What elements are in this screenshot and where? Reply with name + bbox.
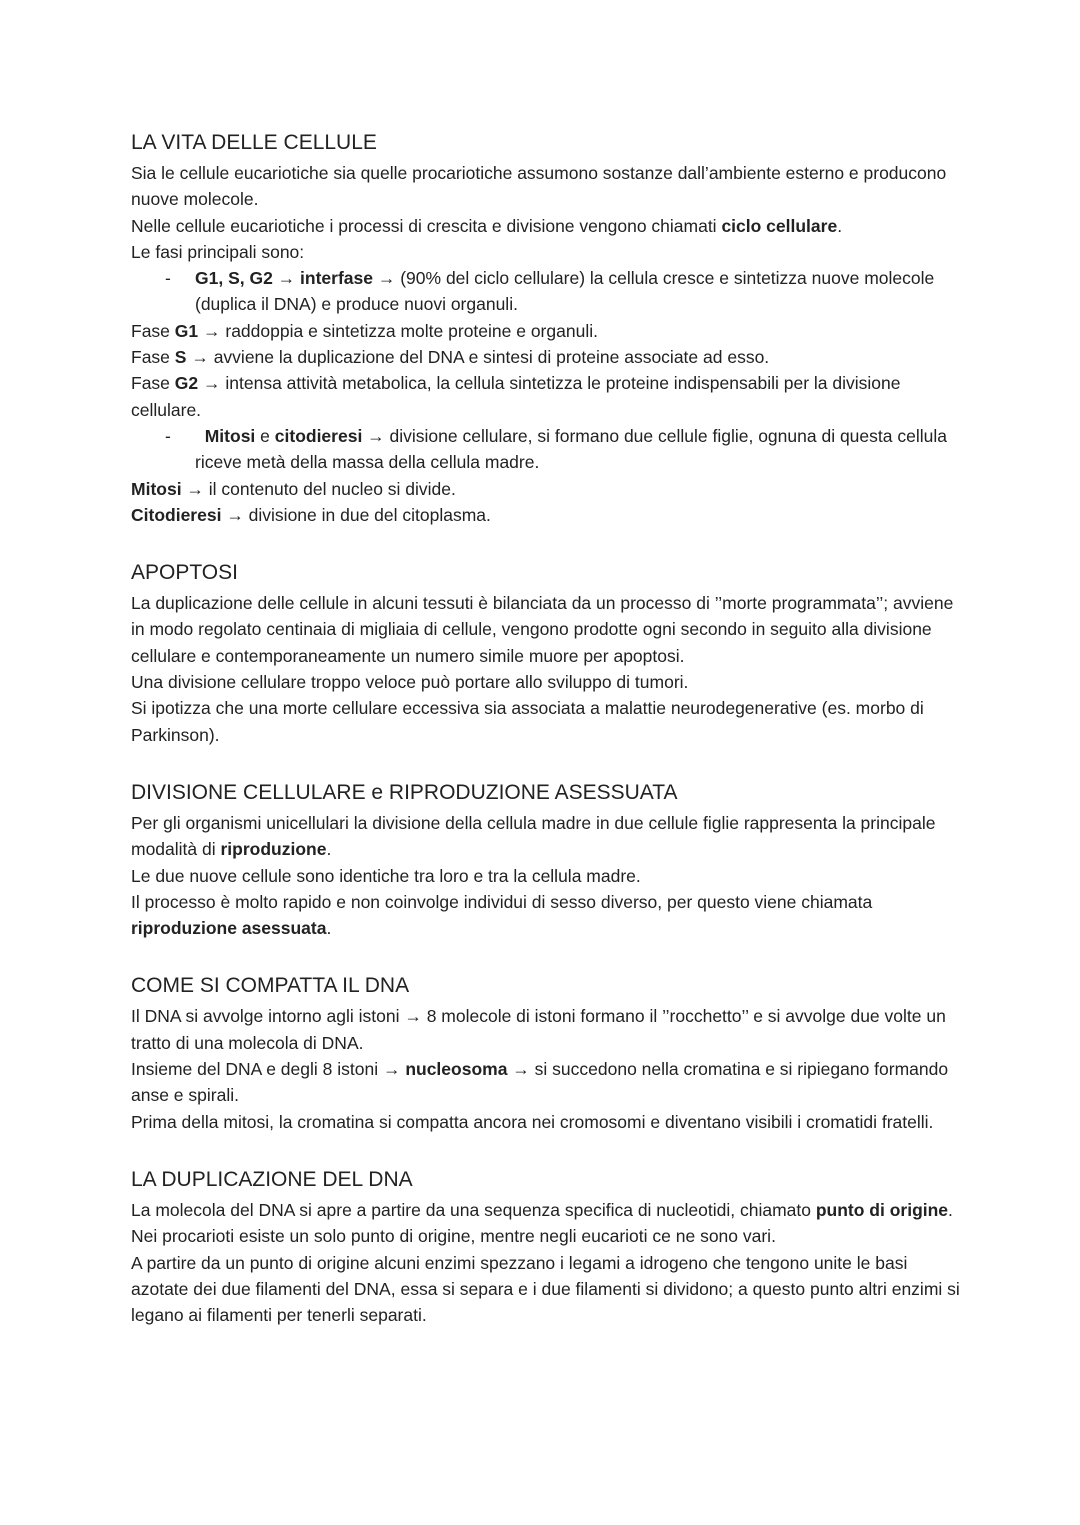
section-title: COME SI COMPATTA IL DNA [131, 974, 410, 998]
section-divisione-cellulare [131, 776, 961, 941]
list-item: - Mitosi e citodieresi → divisione cellulare, si formano due cellule figlie, ognuna di questa cellula riceve metà della massa della cellula madre. [131, 423, 961, 476]
section-title: DIVISIONE CELLULARE e RIPRODUZIONE ASESSUATA [131, 780, 678, 804]
paragraph: Una divisione cellulare troppo veloce può portare allo sviluppo di tumori. [131, 672, 689, 693]
phase-g2: Fase G2 → intensa attività metabolica, la cellula sintetizza le proteine indispensabili per la divisione cellulare. [131, 373, 901, 420]
list-item: - G1, S, G2 → interfase → (90% del ciclo cellulare) la cellula cresce e sintetizza nuove molecole (duplica il DNA) e produce nuovi organuli. [131, 265, 961, 318]
paragraph: Prima della mitosi, la cromatina si compatta ancora nei cromosomi e diventano visibili i cromatidi fratelli. [131, 1111, 934, 1132]
phase-s: Fase S → avviene la duplicazione del DNA e sintesi di proteine associate ad esso. [131, 347, 770, 368]
section-title: APOPTOSI [131, 561, 238, 585]
paragraph: Nelle cellule eucariotiche i processi di crescita e divisione vengono chiamati ciclo cellulare. [131, 215, 843, 236]
paragraph: Per gli organismi unicellulari la divisione della cellula madre in due cellule figlie rappresenta la principale modalità di riproduzione. [131, 812, 936, 860]
bold-term: riproduzione asessuata [131, 918, 327, 939]
paragraph: Le due nuove cellule sono identiche tra loro e tra la cellula madre. [131, 865, 641, 886]
paragraph: A partire da un punto di origine alcuni enzimi spezzano i legami a idrogeno che tengono unite le basi azotate dei due filamenti del DNA, essa si separa e i due filamenti si dividono; a questo punto altri enzimi si legano ai filamenti per tenerli separati. [131, 1252, 960, 1326]
paragraph: Il processo è molto rapido e non coinvolge individui di sesso diverso, per questo viene chiamata riproduzione asessuata. [131, 891, 873, 939]
bold-term: punto di origine [815, 1199, 949, 1220]
bold-term: ciclo cellulare [721, 215, 838, 236]
section-compatta-dna [131, 969, 961, 1134]
bold-term: nucleosoma [405, 1059, 508, 1080]
section-apoptosi [131, 556, 961, 748]
section-title: LA VITA DELLE CELLULE [131, 131, 377, 154]
paragraph: Si ipotizza che una morte cellulare eccessiva sia associata a malattie neurodegenerative (es. morbo di Parkinson). [131, 698, 924, 745]
paragraph: Nei procarioti esiste un solo punto di origine, mentre negli eucarioti ce ne sono vari. [131, 1226, 776, 1247]
paragraph: Insieme del DNA e degli 8 istoni → nucleosoma → si succedono nella cromatina e si ripiegano formando anse e spirali. [131, 1059, 949, 1106]
section-vita-cellule [131, 126, 961, 528]
paragraph: La molecola del DNA si apre a partire da una sequenza specifica di nucleotidi, chiamato punto di origine. [131, 1199, 953, 1220]
document-page [131, 126, 961, 1356]
mitosi-definition: Mitosi → il contenuto del nucleo si divide. [131, 478, 456, 499]
citodieresi-definition: Citodieresi → divisione in due del citoplasma. [131, 504, 491, 525]
bullet-dash: - [165, 268, 171, 289]
paragraph: Le fasi principali sono: [131, 241, 305, 262]
paragraph: Sia le cellule eucariotiche sia quelle procariotiche assumono sostanze dall’ambiente esterno e producono nuove molecole. [131, 163, 947, 210]
bold-term: riproduzione [220, 839, 327, 860]
bullet-dash: - [165, 425, 171, 446]
section-title: LA DUPLICAZIONE DEL DNA [131, 1167, 413, 1191]
paragraph: Il DNA si avvolge intorno agli istoni → 8 molecole di istoni formano il ’’rocchetto’’ e si avvolge due volte un tratto di una molecola di DNA. [131, 1006, 946, 1053]
section-duplicazione-dna [131, 1163, 961, 1328]
paragraph: La duplicazione delle cellule in alcuni tessuti è bilanciata da un processo di ’’morte programmata’’; avviene in modo regolato centinaia di migliaia di cellule, vengono prodotte ogni secondo in seguito alla divisione cellulare e contemporaneamente un numero simile muore per apoptosi. [131, 593, 954, 666]
phase-g1: Fase G1 → raddoppia e sintetizza molte proteine e organuli. [131, 320, 598, 341]
